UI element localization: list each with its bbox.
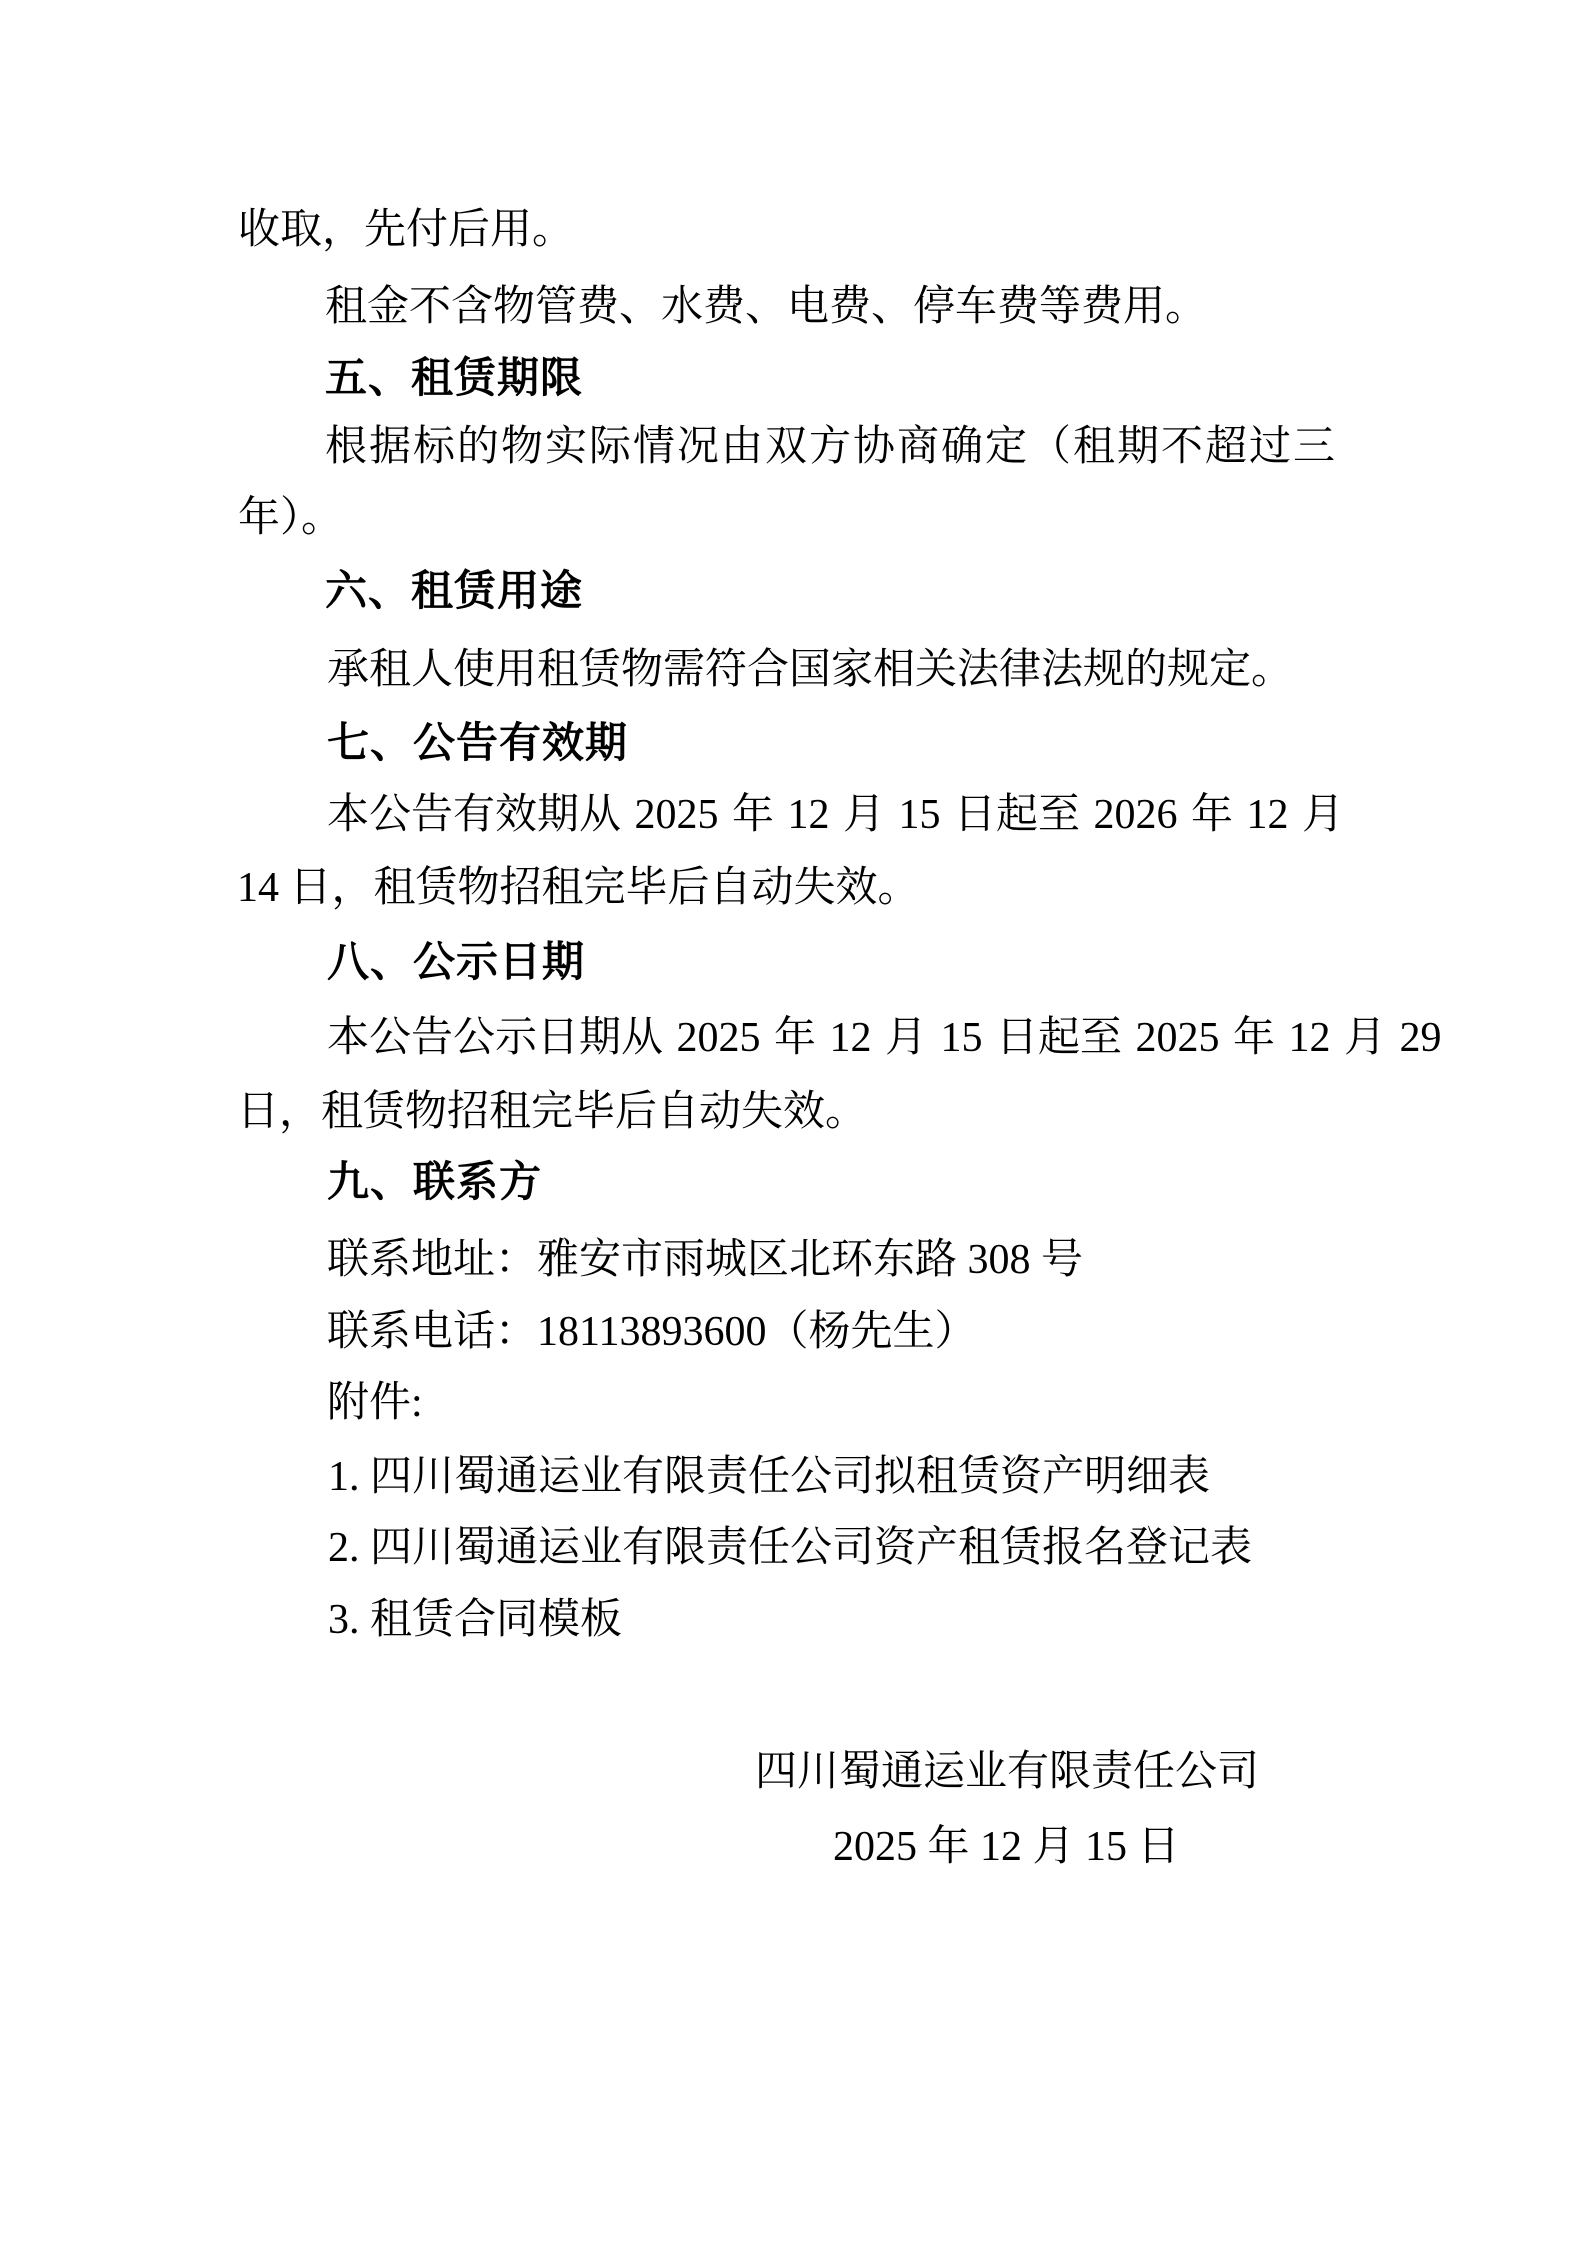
- body-line: 租金不含物管费、水费、电费、停车费等费用。: [325, 284, 1208, 330]
- section-heading-lease-term: 五、租赁期限: [325, 354, 584, 401]
- body-line-continuation: 日，租赁物招租完毕后自动失效。: [237, 1089, 868, 1135]
- attachment-item-2: 2. 四川蜀通运业有限责任公司资产租赁报名登记表: [328, 1525, 1253, 1571]
- body-line-continuation: 收取，先付后用。: [238, 207, 575, 253]
- body-line-continuation: 14 日，租赁物招租完毕后自动失效。: [237, 865, 920, 911]
- body-line: 承租人使用租赁物需符合国家相关法律法规的规定。: [327, 647, 1294, 693]
- contact-phone-line: 联系电话：18113893600（杨先生）: [327, 1309, 977, 1355]
- section-heading-lease-use: 六、租赁用途: [325, 567, 584, 614]
- section-heading-publicity-date: 八、公示日期: [327, 938, 586, 985]
- attachment-item-1: 1. 四川蜀通运业有限责任公司拟租赁资产明细表: [328, 1454, 1211, 1500]
- body-line: 根据标的物实际情况由双方协商确定（租期不超过三: [325, 424, 1338, 470]
- attachments-label: 附件:: [327, 1380, 423, 1426]
- section-heading-validity-period: 七、公告有效期: [327, 719, 629, 766]
- section-heading-contact: 九、联系方: [327, 1158, 543, 1205]
- attachment-item-3: 3. 租赁合同模板: [328, 1597, 623, 1643]
- signature-date: 2025 年 12 月 15 日: [833, 1824, 1180, 1870]
- body-line: 本公告有效期从 2025 年 12 月 15 日起至 2026 年 12 月: [327, 792, 1345, 838]
- body-line-continuation: 年）。: [238, 495, 344, 541]
- signature-company: 四川蜀通运业有限责任公司: [755, 1749, 1260, 1795]
- body-line: 本公告公示日期从 2025 年 12 月 15 日起至 2025 年 12 月 29: [327, 1015, 1442, 1061]
- contact-address-line: 联系地址：雅安市雨城区北环东路 308 号: [327, 1237, 1084, 1283]
